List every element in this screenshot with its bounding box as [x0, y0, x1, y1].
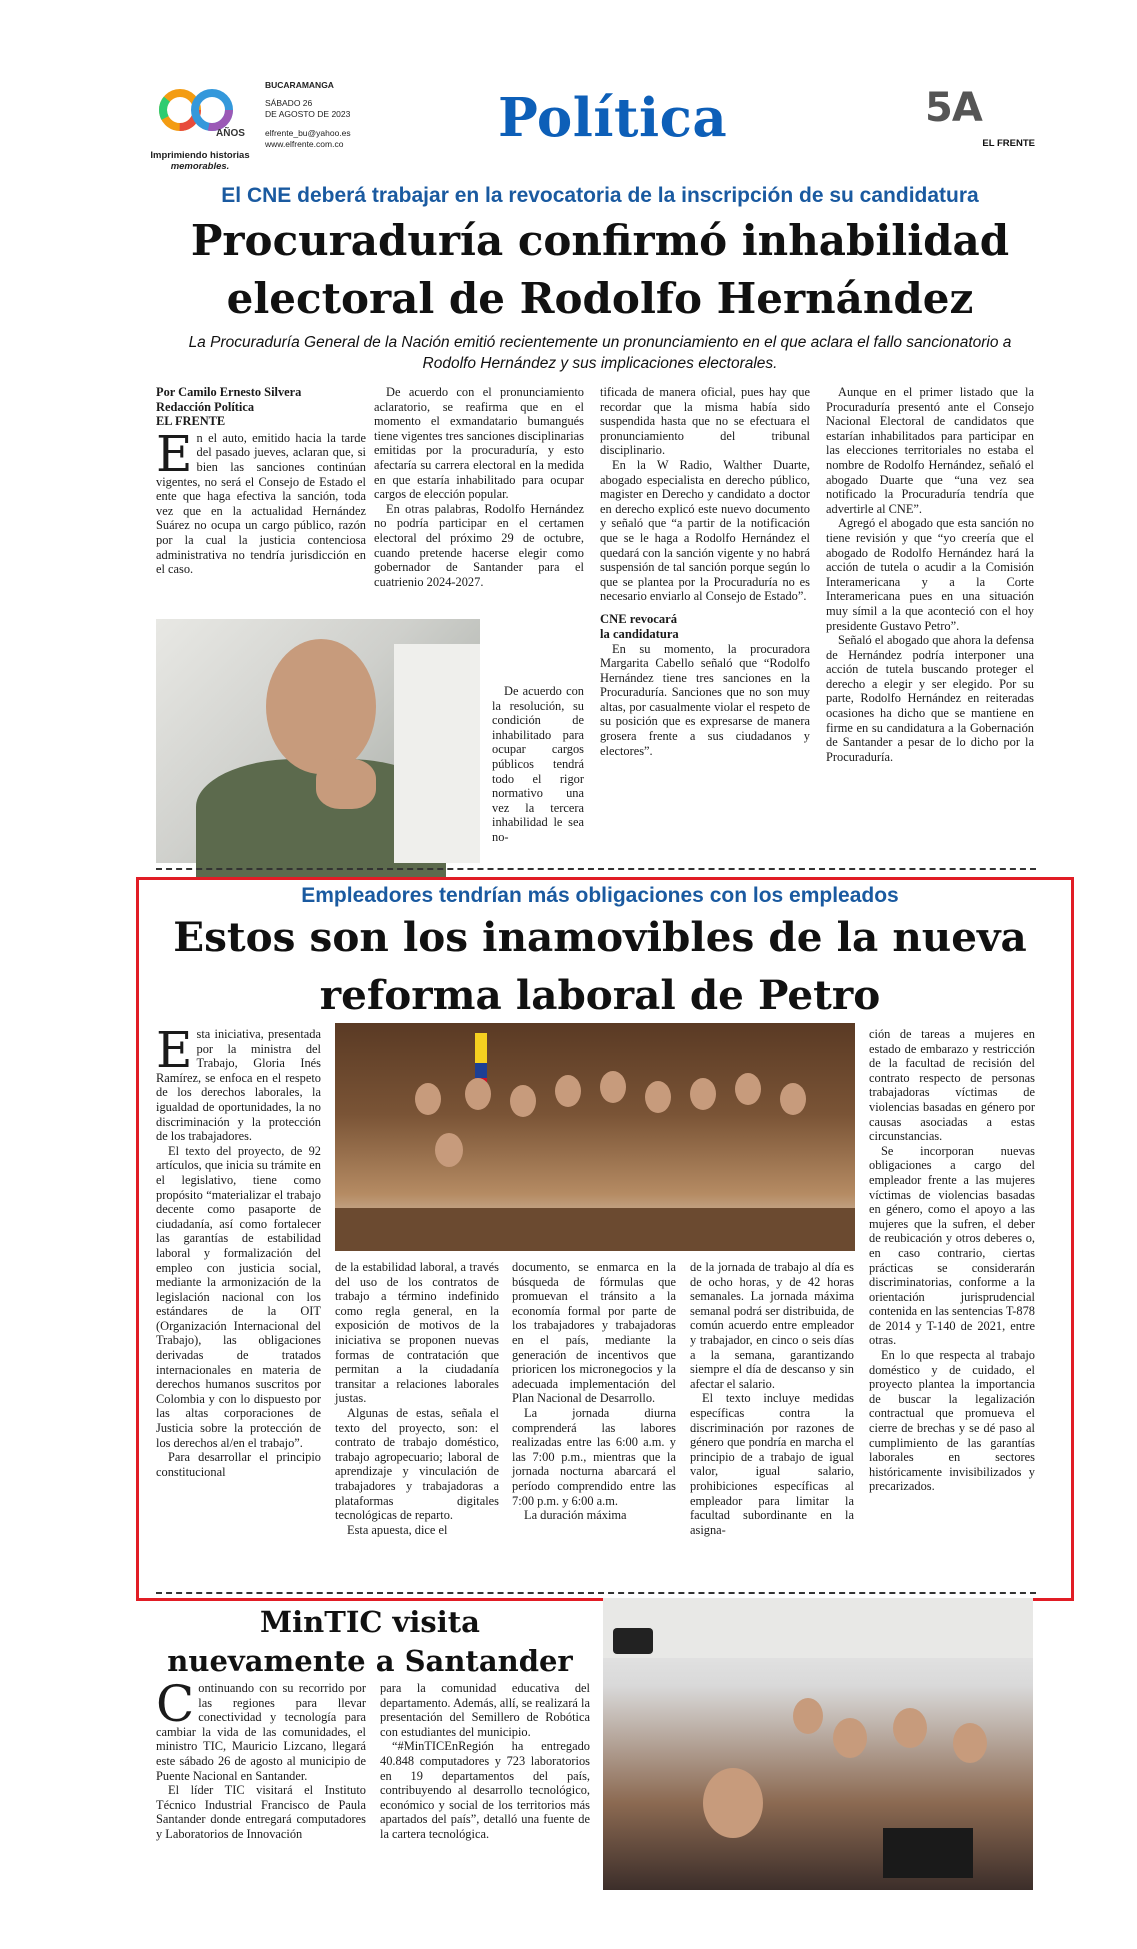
article1-deck: La Procuraduría General de la Nación emitió recientemente un pronunciamiento en el que aclara el fallo sancionatorio a Rodolfo Hernández y sus implicaciones electorales.: [188, 334, 1012, 372]
article1-headline: Procuraduría confirmó inhabilidad electoral de Rodolfo Hernández: [190, 216, 1010, 323]
page-brand: EL FRENTE: [982, 138, 1035, 149]
byline-desk: Redacción Política: [156, 399, 255, 414]
dropcap: E: [156, 1021, 193, 1079]
issue-meta: [265, 80, 395, 151]
article1-column-2: De acuerdo con el pronunciamiento aclaratorio, se reafirma que en el momento el exmandatario bumangués tiene vigentes tres sanciones disciplinarias emitidas por la procuraduría, y esto afectaría su carrera electoral en la medida en que estaría inhabilitado para ocupar cargos de elección popular. En otras palabras, Rodolfo Hernández no podría participar en el certamen electoral del próximo 29 de octubre, cuando pretende hacerse elegir como gobernador de Santander para el cuatrienio 2024-2027.: [374, 385, 584, 589]
article3-headline: MinTIC visita nuevamente a Santander: [167, 1605, 573, 1678]
mintic-students-photo: [603, 1598, 1033, 1890]
city: BUCARAMANGA: [265, 80, 334, 90]
article2-column-3: documento, se enmarca en la búsqueda de fórmulas que promuevan el tránsito a la economía formal por parte de los trabajadores y trabajadoras en el país, mediante la generación de incentivos que prioricen los micronegocios y la adecuada implementación del Plan Nacional de Desarrollo. La jornada diurna comprenderá las labores realizadas entre las 6:00 a.m. y las 7:00 p.m., mientras que la jornada nocturna abarcará el período comprendido entre las 7:00 p.m. y 6:00 a.m. La duración máxima: [512, 1260, 676, 1523]
email: elfrente_bu@yahoo.es: [265, 127, 351, 138]
article3-column-2: para la comunidad educativa del departamento. Además, allí, se realizará la presentación del Semillero de Robótica con estudiantes del municipio. “#MinTICEnRegión ha entregado 40.848 computadores y 723 laboratorios en 19 departamentos del país, contribuyendo al desarrollo tecnológico, económico y social de los territorios más apartados del país”, detalló una fuente de la cartera tecnológica.: [380, 1681, 590, 1841]
byline-author: Por Camilo Ernesto Silvera: [156, 385, 302, 399]
dropcap: C: [156, 1675, 195, 1733]
article2-column-2: de la estabilidad laboral, a través del uso de los contratos de trabajo a término indefinido como regla general, en la exposición de motivos de la iniciativa se proponen nuevas formas de contratación que permitan a la ciudadanía transitar a relaciones laborales justas. Algunas de estas, señala el texto del proyecto, son: el contrato de trabajo doméstico, trabajo agropecuario; laboral de aprendizaje y vinculación de trabajadores y trabajadoras a plataformas digitales tecnológicas de reparto. Esta apuesta, dice el: [335, 1260, 499, 1537]
date-line-1: SÁBADO 26: [265, 97, 313, 108]
section-divider: [156, 868, 1036, 870]
article1-column-3: tificada de manera oficial, pues hay que recordar que la misma había sido suspendida hasta que no se efectuara el pronunciamiento del tribunal disciplinario. En la W Radio, Walther Duarte, abogado especialista en derecho público, magister en Derecho y candidato a doctor en derecho explicó este nuevo documento y señaló que “a partir de la notificación que se le haga a Rodolfo Hernández el quedará con la sanción vigente y no habrá suspensión de tal sanción porque según lo que se plantea por la Procuraduría no es necesario enviarlo al Consejo de Estado”. CNE revocará la candidatura En su momento, la procuradora Margarita Cabello señaló que “Rodolfo Hernández tiene tres sanciones en la Procuraduría. Sanciones que no son muy altas, por casualmente violar el respeto de su posición que es expresarse de manera grosera frente a sus ciudadanos y electores”.: [600, 385, 810, 758]
article2-kicker: Empleadores tendrían más obligaciones con los empleados: [301, 884, 899, 907]
date-line-2: DE AGOSTO DE 2023: [265, 109, 351, 119]
article1-column-1: Por Camilo Ernesto Silvera Redacción Política EL FRENTE En el auto, emitido hacia la tarde del pasado jueves, aclaran que, si bien las sanciones continúan vigentes, no será el Consejo de Estado el ente que haga efectiva la sanción, toda vez que en la actualidad Hernández Suárez no ocupa un cargo público, razón por la cual la justicia contenciosa administrativa no tendría jurisdicción en el caso.: [156, 385, 366, 577]
logo-tagline: Imprimiendo historias memorables.: [150, 150, 250, 172]
logo-small-text: AÑOS: [216, 128, 245, 139]
article3-column-1: Continuando con su recorrido por las regiones para llevar conectividad y tecnología para cambiar la vida de las comunidades, el ministro TIC, Mauricio Lizcano, llegará este sábado 26 de agosto al municipio de Puente Nacional en Santander. El líder TIC visitará el Instituto Técnico Industrial Francisco de Paula Santander donde entregará computadores y Laboratorios de Innovación: [156, 1675, 366, 1841]
rodolfo-hernandez-photo: [156, 619, 480, 863]
labor-reform-group-photo: [335, 1023, 855, 1251]
article2-column-1: Esta iniciativa, presentada por la ministra del Trabajo, Gloria Inés Ramírez, se enfoca en el respeto de los derechos laborales, la igualdad de oportunidades, la no discriminación y la protección de los trabajadores. El texto del proyecto, de 92 artículos, que inicia su trámite en el legislativo, tiene como propósito “materializar el trabajo decente como pasaporte de ciudadanía, así como fortalecer las garantías de estabilidad laboral y formalización del empleo con justicia social, mediante la armonización de la legislación nacional con los estándares de la OIT (Organización Internacional del Trabajo), las obligaciones derivadas de tratados internacionales en materia de derechos humanos suscritos por Colombia y con lo dispuesto por las altas corporaciones de Justicia sobre la protección de los derechos al/en el trabajo”. Para desarrollar el principio constitucional: [156, 1021, 321, 1479]
article2-column-5: ción de tareas a mujeres en estado de embarazo y restricción de la facultad de recisión del contrato respecto de personas trabajadoras víctimas de violencias basadas en género por causas asociadas a estas circunstancias. Se incorporan nuevas obligaciones a cargo del empleador frente a las mujeres víctimas de violencias basadas en género, como el apoyo a las mujeres que la sufren, el deber de reubicación y otros deberes o, en caso contrario, ciertas prácticas se considerarán discriminatorias, conforme a la orientación jurisprudencial contenida en las sentencias T-878 de 2014 y T-140 de 2021, entre otras. En lo que respecta al trabajo doméstico y de cuidado, el proyecto plantea la importancia de buscar la legalización contractual que promueva el cierre de brechas y se dé paso al cumplimiento de las garantías laborales en sectores históricamente invisibilizados y precarizados.: [869, 1027, 1035, 1494]
article1-subhead: CNE revocará la candidatura: [600, 611, 679, 641]
website: www.elfrente.com.co: [265, 139, 344, 149]
article1-kicker: El CNE deberá trabajar en la revocatoria de la inscripción de su candidatura: [221, 184, 979, 207]
anniversary-logo: [158, 80, 245, 140]
article1-column-2-continued: De acuerdo con la resolución, su condición de inhabilitado para ocupar cargos públicos tendrá todo el rigor normativo una vez la tercera inhabilidad le sea no-: [492, 684, 584, 844]
page-number: 5A: [925, 85, 982, 131]
section-divider-2: [156, 1592, 1036, 1594]
article1-column-4: Aunque en el primer listado que la Procuraduría presentó ante el Consejo Nacional Electoral de candidatos que estarían inhabilitados para participar en las elecciones territoriales no estaba el nombre de Rodolfo Hernández, señaló el abogado Duarte que “una vez sea notificado la Procuraduría tendría que advertirle al CNE”. Agregó el abogado que esta sanción no tiene revisión y que “yo creería que el abogado de Rodolfo Hernández hará la acción de tutela o acudir a la Comisión Interamericana y a la Corte Interamericana pues en una situación muy símil a la que aconteció con el hoy presidente Gustavo Petro”. Señaló el abogado que ahora la defensa de Hernández podría interponer una acción de tutela buscando proteger el derecho a elegir y ser elegido. Por su parte, Rodolfo Hernández en reiteradas ocasiones ha dicho que se mantiene en firme en su candidatura a la Gobernación de Santander a pesar de lo dicho por la Procuraduría.: [826, 385, 1034, 764]
article2-column-4: de la jornada de trabajo al día es de ocho horas, y de 42 horas semanales. La jornada máxima semanal podrá ser distribuida, de común acuerdo entre empleador y trabajador, en cinco o seis días a la semana, garantizando siempre el día de descanso y sin afectar el salario. El texto incluye medidas específicas contra la discriminación por razones de género que pondría en marcha el principio de a trabajo de igual valor, igual salario, prohibiciones específicas al empleador para limitar la facultad subordinante en la asigna-: [690, 1260, 854, 1537]
article2-headline: Estos son los inamovibles de la nueva reforma laboral de Petro: [173, 913, 1027, 1019]
section-title: Política: [498, 87, 728, 149]
dropcap: E: [156, 424, 193, 483]
byline-paper: EL FRENTE: [156, 414, 226, 429]
